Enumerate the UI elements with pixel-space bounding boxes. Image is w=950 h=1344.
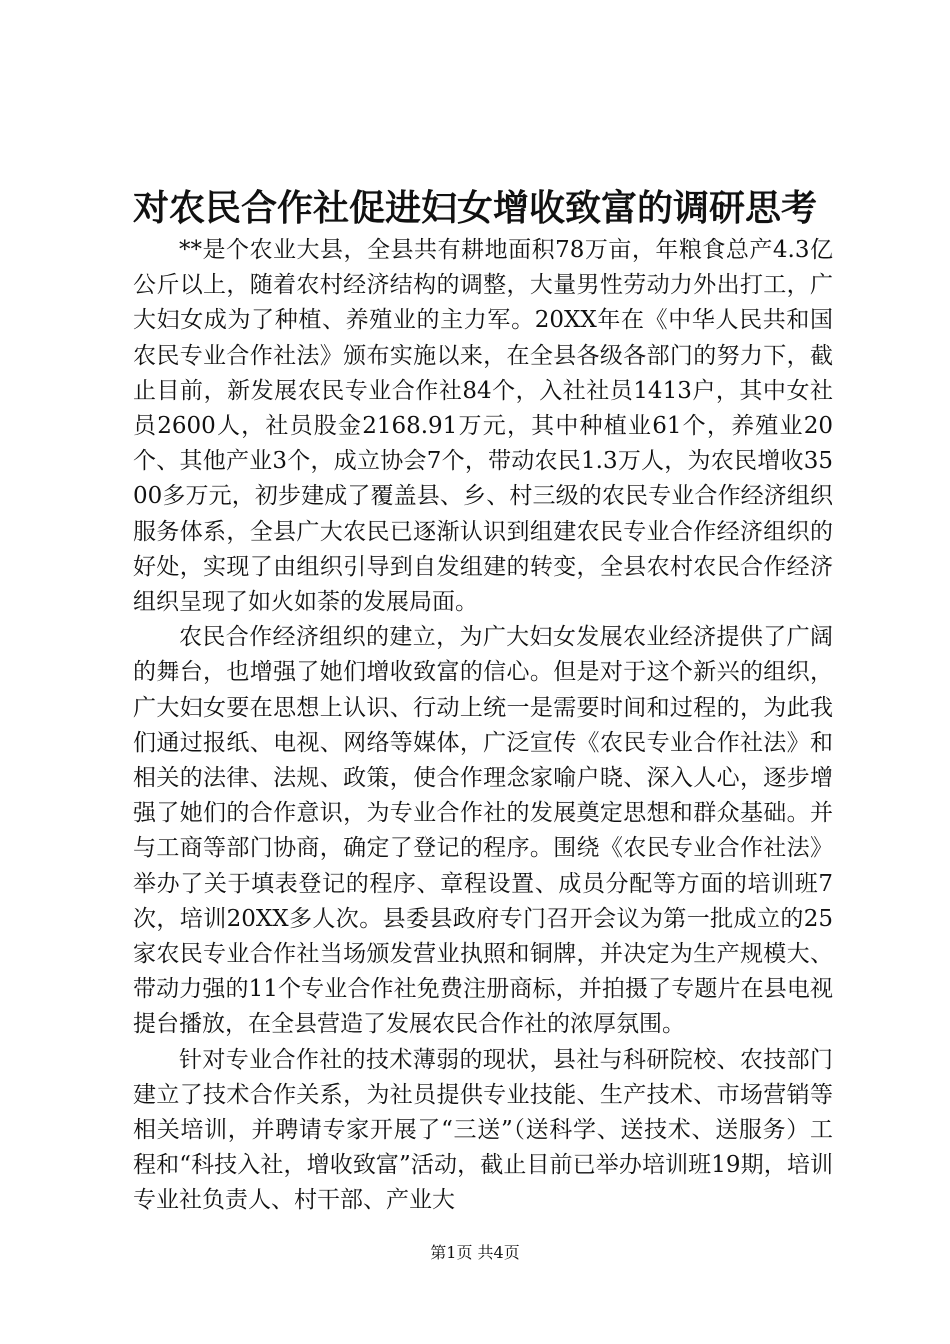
document-body [133, 233, 833, 1219]
paragraph-2: 农民合作经济组织的建立，为广大妇女发展农业经济提供了广阔的舞台，也增强了她们增收致富的信心。但是对于这个新兴的组织，广大妇女要在思想上认识、行动上统一是需要时间和过程的，为此我们通过报纸、电视、网络等媒体，广泛宣传《农民专业合作社法》和相关的法律、法规、政策，使合作理念家喻户晓、深入人心，逐步增强了她们的合作意识，为专业合作社的发展奠定思想和群众基础。并与工商等部门协商，确定了登记的程序。围绕《农民专业合作社法》举办了关于填表登记的程序、章程设置、成员分配等方面的培训班7次，培训20XX多人次。县委县政府专门召开会议为第一批成立的25家农民专业合作社当场颁发营业执照和铜牌，并决定为生产规模大、带动力强的11个专业合作社免费注册商标，并拍摄了专题片在县电视提台播放，在全县营造了发展农民合作社的浓厚氛围。 [133, 624, 833, 1038]
paragraph-1: **是个农业大县，全县共有耕地面积78万亩，年粮食总产4.3亿公斤以上，随着农村经济结构的调整，大量男性劳动力外出打工，广大妇女成为了种植、养殖业的主力军。20XX年在《中华人民共和国农民专业合作社法》颁布实施以来，在全县各级各部门的努力下，截止目前，新发展农民专业合作社84个，入社社员1413户，其中女社员2600人，社员股金2168.91万元，其中种植业61个，养殖业20个、其他产业3个，成立协会7个，带动农民1.3万人，为农民增收3500多万元，初步建成了覆盖县、乡、村三级的农民专业合作经济组织服务体系，全县广大农民已逐渐认识到组建农民专业合作经济组织的好处，实现了由组织引导到自发组建的转变，全县农村农民合作经济组织呈现了如火如荼的发展局面。 [133, 237, 833, 616]
document-title: 对农民合作社促进妇女增收致富的调研思考 [132, 187, 817, 229]
paragraph-3: 针对专业合作社的技术薄弱的现状，县社与科研院校、农技部门建立了技术合作关系，为社员提供专业技能、生产技术、市场营销等相关培训，并聘请专家开展了“三送”（送科学、送技术、送服务）工程和“科技入社，增收致富”活动，截止目前已举办培训班19期，培训专业社负责人、村干部、产业大 [133, 1046, 833, 1214]
page-number-footer: 第1页 共4页 [430, 1243, 520, 1262]
